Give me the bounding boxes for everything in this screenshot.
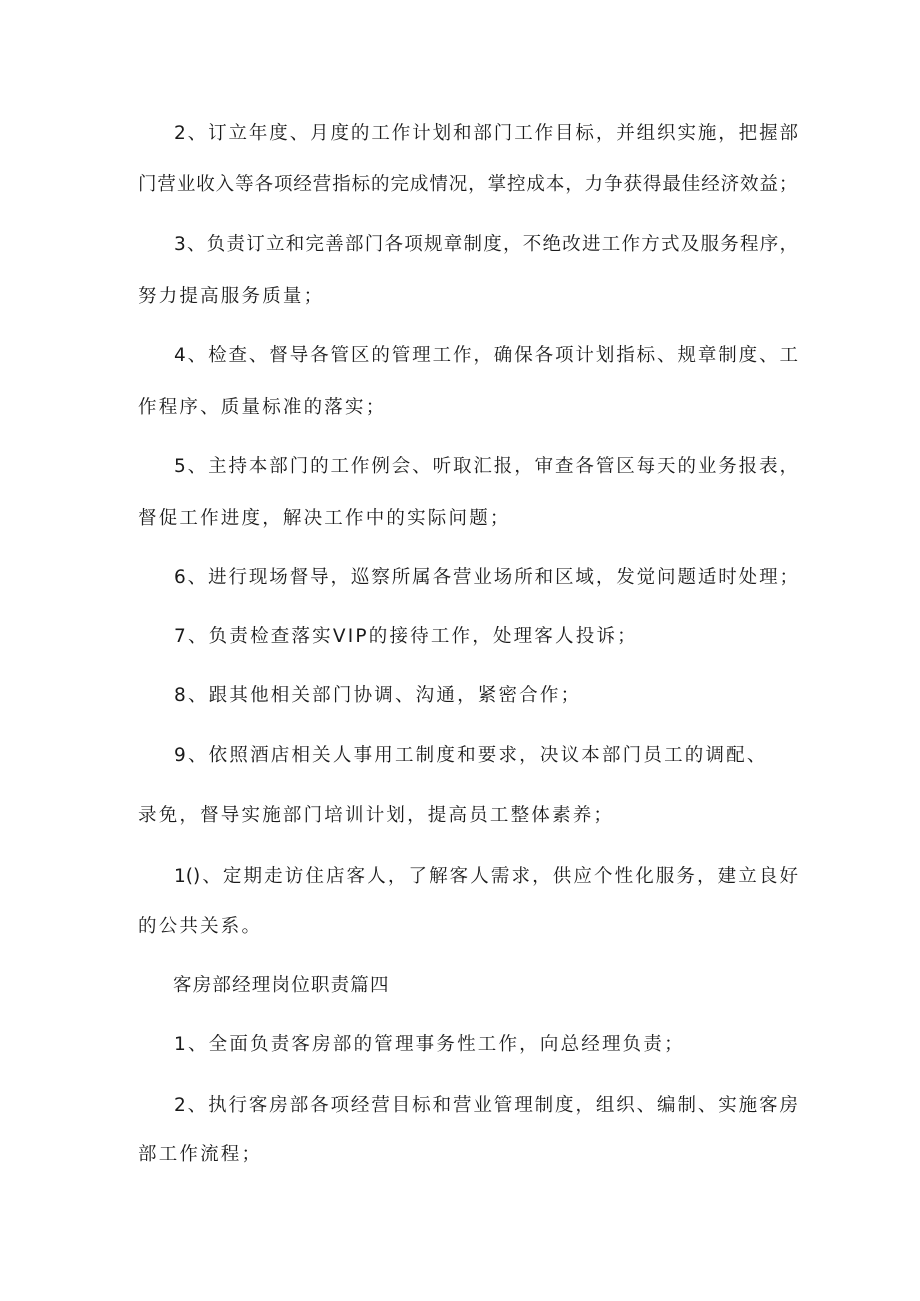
paragraph-3-line-2: 努力提高服务质量；	[138, 286, 325, 307]
section-item-2-line-1: 2、执行客房部各项经营目标和营业管理制度，组织、编制、实施客房	[174, 1095, 798, 1116]
paragraph-7: 7、负责检查落实VIP的接待工作，处理客人投诉；	[174, 626, 638, 647]
paragraph-2-line-1: 2、订立年度、月度的工作计划和部门工作目标，并组织实施，把握部	[174, 123, 798, 144]
paragraph-10-line-1: 1()、定期走访住店客人，了解客人需求，供应个性化服务，建立良好	[174, 866, 798, 887]
paragraph-10-line-2: 的公共关系。	[138, 916, 263, 937]
paragraph-9-line-2: 录免，督导实施部门培训计划，提高员工整体素养；	[138, 805, 615, 826]
paragraph-5-line-2: 督促工作进度，解决工作中的实际问题；	[138, 508, 511, 529]
paragraph-2-line-2: 门营业收入等各项经营指标的完成情况，掌控成本，力争获得最佳经济效益；	[138, 174, 798, 195]
paragraph-3-line-1: 3、负责订立和完善部门各项规章制度，不绝改进工作方式及服务程序，	[174, 234, 798, 255]
paragraph-9-line-1: 9、依照酒店相关人事用工制度和要求，决议本部门员工的调配、	[174, 745, 768, 766]
section-heading: 客房部经理岗位职责篇四	[173, 975, 390, 996]
section-item-2-line-2: 部工作流程；	[138, 1144, 263, 1165]
paragraph-8: 8、跟其他相关部门协调、沟通，紧密合作；	[174, 685, 582, 706]
section-item-1: 1、全面负责客房部的管理事务性工作，向总经理负责；	[174, 1034, 685, 1055]
paragraph-5-line-1: 5、主持本部门的工作例会、听取汇报，审查各管区每天的业务报表，	[174, 456, 798, 477]
paragraph-4-line-1: 4、检查、督导各管区的管理工作，确保各项计划指标、规章制度、工	[174, 345, 798, 366]
paragraph-6: 6、进行现场督导，巡察所属各营业场所和区域，发觉问题适时处理；	[174, 567, 798, 588]
paragraph-4-line-2: 作程序、质量标准的落实；	[138, 397, 387, 418]
